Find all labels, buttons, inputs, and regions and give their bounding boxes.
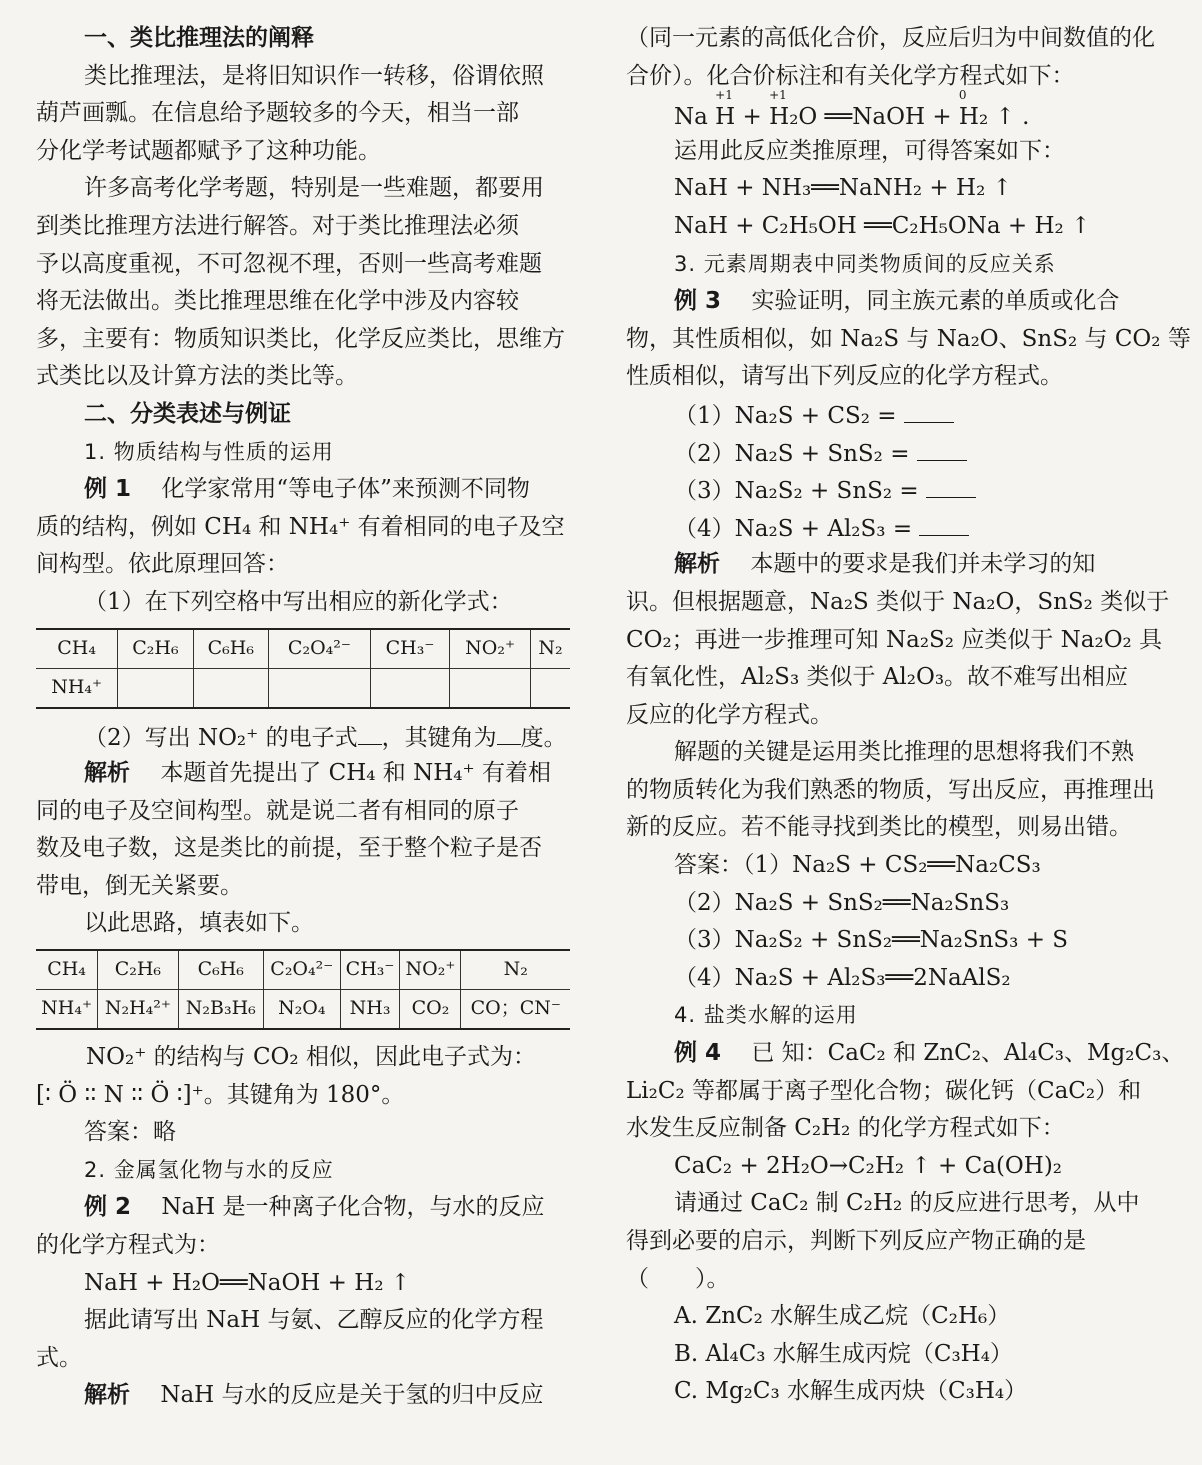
table-cell: N₂B₃H₆ [178,990,263,1030]
heading-1: 一、类比推理法的阐释 [84,25,314,51]
table-cell: CH₃⁻ [370,629,449,669]
question-table [36,628,570,709]
question-item: （2）Na₂S + SnS₂ = [626,434,1171,472]
paragraph-line: 许多高考化学考题，特别是一些难题，都要用 [84,175,544,202]
table-cell: CH₄ [36,629,118,669]
table-cell: C₂H₆ [98,950,179,990]
paragraph-line: 予以高度重视，不可忽视不理，否则一些高考难题 [36,250,542,277]
paragraph-line: 将无法做出。类比推理思维在化学中涉及内容较 [36,288,519,315]
table-row [36,990,570,1030]
question-item: （3）Na₂S₂ + SnS₂ = [626,471,1171,509]
analysis-label: 解析 [674,551,720,578]
left-column [36,20,576,1415]
question-2-line: （2）写出 NO₂⁺ 的电子式 ，其键角为 度。 [36,718,576,756]
paragraph-line: （同一元素的高低化合价，反应后归为中间数值的化 [626,25,1155,51]
table-cell: NH₄⁺ [36,668,118,708]
answer-blank [926,471,976,498]
answer-blank [497,718,521,745]
paragraph-line: 物，其性质相似，如 Na₂S 与 Na₂O、SnS₂ 与 CO₂ 等 [626,325,1191,352]
equation-line: NaH + H₂O══NaOH + H₂ ↑ [84,1269,411,1296]
table-cell: NO₂⁺ [400,950,461,990]
paragraph-line: 同的电子及空间构型。就是说二者有相同的原子 [36,797,519,824]
example-text: 化学家常用“等电子体”来预测不同物 [161,476,530,503]
equation-line: NaH + C₂H₅OH ══C₂H₅ONa + H₂ ↑ [674,212,1091,239]
paragraph-line: （ ）。 [626,1265,730,1292]
paragraph-line: 带电，倒无关紧要。 [36,872,243,899]
paragraph-line: 的化学方程式为： [36,1232,220,1259]
section-title-3: 3. 元素周期表中同类物质间的反应关系 [674,251,1056,276]
paragraph-line: 以此思路，填表如下。 [84,910,314,937]
equation-line: CaC₂ + 2H₂O→C₂H₂ ↑ + Ca(OH)₂ [674,1152,1063,1179]
table-cell [370,668,449,708]
answer-line: （4）Na₂S + Al₂S₃══2NaAlS₂ [674,964,1011,991]
answer-blank [358,718,382,745]
right-column [626,20,1191,1411]
table-cell: C₆H₆ [193,629,268,669]
paragraph-line: 质的结构，例如 CH₄ 和 NH₄⁺ 有着相同的电子及空 [36,513,565,540]
analysis-line: 解析 本题中的要求是我们并未学习的知 [674,551,1096,578]
table-cell: N₂H₄²⁺ [98,990,179,1030]
example-label: 例 3 [674,288,722,315]
example-3-line: 例 3 实验证明，同主族元素的单质或化合 [674,288,1120,315]
example-label: 例 1 [84,476,132,503]
analysis-line: 解析 NaH 与水的反应是关于氢的归中反应 [84,1382,544,1409]
table-cell [268,668,370,708]
table-cell [118,668,193,708]
table-2-wrap [36,943,576,1039]
answer-line: 答案：（1）Na₂S + CS₂══Na₂CS₃ [674,852,1041,879]
paragraph-line: 数及电子数，这是类比的前提，至于整个粒子是否 [36,835,542,862]
table-1-wrap [36,622,576,718]
paragraph-line: 合价）。化合价标注和有关化学方程式如下： [626,62,1075,89]
paragraph-line: 得到必要的启示，判断下列反应产物正确的是 [626,1228,1086,1254]
table-cell [531,668,570,708]
paragraph-line: 识。但根据题意，Na₂S 类似于 Na₂O，SnS₂ 类似于 [626,588,1170,615]
table-cell: CO；CN⁻ [461,990,570,1030]
table-cell: N₂ [461,950,570,990]
answer-line: （3）Na₂S₂ + SnS₂══Na₂SnS₃ + S [674,927,1069,954]
paragraph-line: 解题的关键是运用类比推理的思想将我们不熟 [674,739,1134,766]
answer-table [36,949,570,1030]
analysis-line: 解析 本题首先提出了 CH₄ 和 NH₄⁺ 有着相 [84,760,551,787]
section-title-2: 2. 金属氢化物与水的反应 [84,1157,334,1182]
question-item: （1）Na₂S + CS₂ = [626,396,1171,434]
example-4-line: 例 4 已 知：CaC₂ 和 ZnC₂、Al₄C₃、Mg₂C₃、 [674,1040,1185,1067]
table-cell: C₆H₆ [178,950,263,990]
table-row [36,629,570,669]
paragraph-line: 间构型。依此原理回答： [36,551,289,578]
example-2-line: 例 2 NaH 是一种离子化合物，与水的反应 [84,1194,545,1221]
paragraph-line: Li₂C₂ 等都属于离子型化合物；碳化钙（CaC₂）和 [626,1077,1142,1104]
paragraph-line: 多，主要有：物质知识类比，化学反应类比，思维方 [36,325,565,352]
table-cell: C₂O₄²⁻ [268,629,370,669]
valence-equation-line: Na +1 H + +1 H₂O ══NaOH + 0 H₂ ↑ . [674,88,1030,131]
paragraph-line: NO₂⁺ 的结构与 CO₂ 相似，因此电子式为： [86,1044,536,1071]
table-row [36,668,570,708]
analysis-label: 解析 [84,760,130,787]
paragraph-line: 的物质转化为我们熟悉的物质，写出反应，再推理出 [626,776,1155,803]
heading-2: 二、分类表述与例证 [84,400,291,427]
table-cell: CH₄ [36,950,98,990]
example-label: 例 2 [84,1194,132,1221]
paragraph-line: 请通过 CaC₂ 制 C₂H₂ 的反应进行思考，从中 [674,1190,1140,1217]
section-title-1: 1. 物质结构与性质的运用 [84,439,334,464]
analysis-label: 解析 [84,1382,130,1409]
example-label: 例 4 [674,1040,722,1067]
paragraph-line: CO₂；再进一步推理可知 Na₂S₂ 应类似于 Na₂O₂ 具 [626,626,1163,653]
paragraph-line: 新的反应。若不能寻找到类比的模型，则易出错。 [626,814,1132,841]
example-1-line [36,471,576,509]
table-cell: CH₃⁻ [340,950,400,990]
paragraph-line: 葫芦画瓢。在信息给予题较多的今天，相当一部 [36,100,519,127]
paragraph-line: 水发生反应制备 C₂H₂ 的化学方程式如下： [626,1115,1065,1142]
table-cell: NH₄⁺ [36,990,98,1030]
table-row [36,950,570,990]
answer-blank [919,509,969,536]
table-cell: N₂ [531,629,570,669]
paragraph-line: （1）在下列空格中写出相应的新化学式： [84,588,513,615]
paragraph-line: 反应的化学方程式。 [626,701,833,728]
answer-line: （2）Na₂S + SnS₂══Na₂SnS₃ [674,889,1010,916]
paragraph-line: 类比推理法，是将旧知识作一转移，俗谓依照 [84,62,544,89]
paragraph-line: 式类比以及计算方法的类比等。 [36,363,358,390]
table-cell: C₂O₄²⁻ [263,950,340,990]
choice-a: A. ZnC₂ 水解生成乙烷（C₂H₆） [674,1303,1011,1330]
choice-b: B. Al₄C₃ 水解生成丙烷（C₃H₄） [674,1340,1013,1367]
paragraph-line: 运用此反应类推原理，可得答案如下： [674,137,1065,164]
table-cell: N₂O₄ [263,990,340,1030]
question-item: （4）Na₂S + Al₂S₃ = [626,509,1171,547]
electron-formula-line: [∶ Ö ∶∶ N ∶∶ Ö ∶]⁺。其键角为 180°。 [36,1081,405,1108]
table-cell: NO₂⁺ [450,629,531,669]
table-cell: CO₂ [400,990,461,1030]
table-cell: NH₃ [340,990,400,1030]
paragraph-line: 有氧化性，Al₂S₃ 类似于 Al₂O₃。故不难写出相应 [626,664,1129,691]
paragraph-line: 据此请写出 NaH 与氨、乙醇反应的化学方程 [84,1307,544,1334]
table-cell [450,668,531,708]
equation-line: NaH + NH₃══NaNH₂ + H₂ ↑ [674,175,1012,202]
answer-line: 答案：略 [84,1119,176,1146]
paragraph-line: 到类比推理方法进行解答。对于类比推理法必须 [36,212,519,239]
choice-c: C. Mg₂C₃ 水解生成丙炔（C₃H₄） [674,1378,1028,1405]
paragraph-line: 性质相似，请写出下列反应的化学方程式。 [626,363,1063,390]
paragraph-line: 分化学考试题都赋予了这种功能。 [36,137,381,164]
table-cell: C₂H₆ [118,629,193,669]
answer-blank [917,434,967,461]
paragraph-line: 式。 [36,1344,82,1371]
answer-blank [904,396,954,423]
section-title-4: 4. 盐类水解的运用 [674,1003,858,1028]
table-cell [193,668,268,708]
